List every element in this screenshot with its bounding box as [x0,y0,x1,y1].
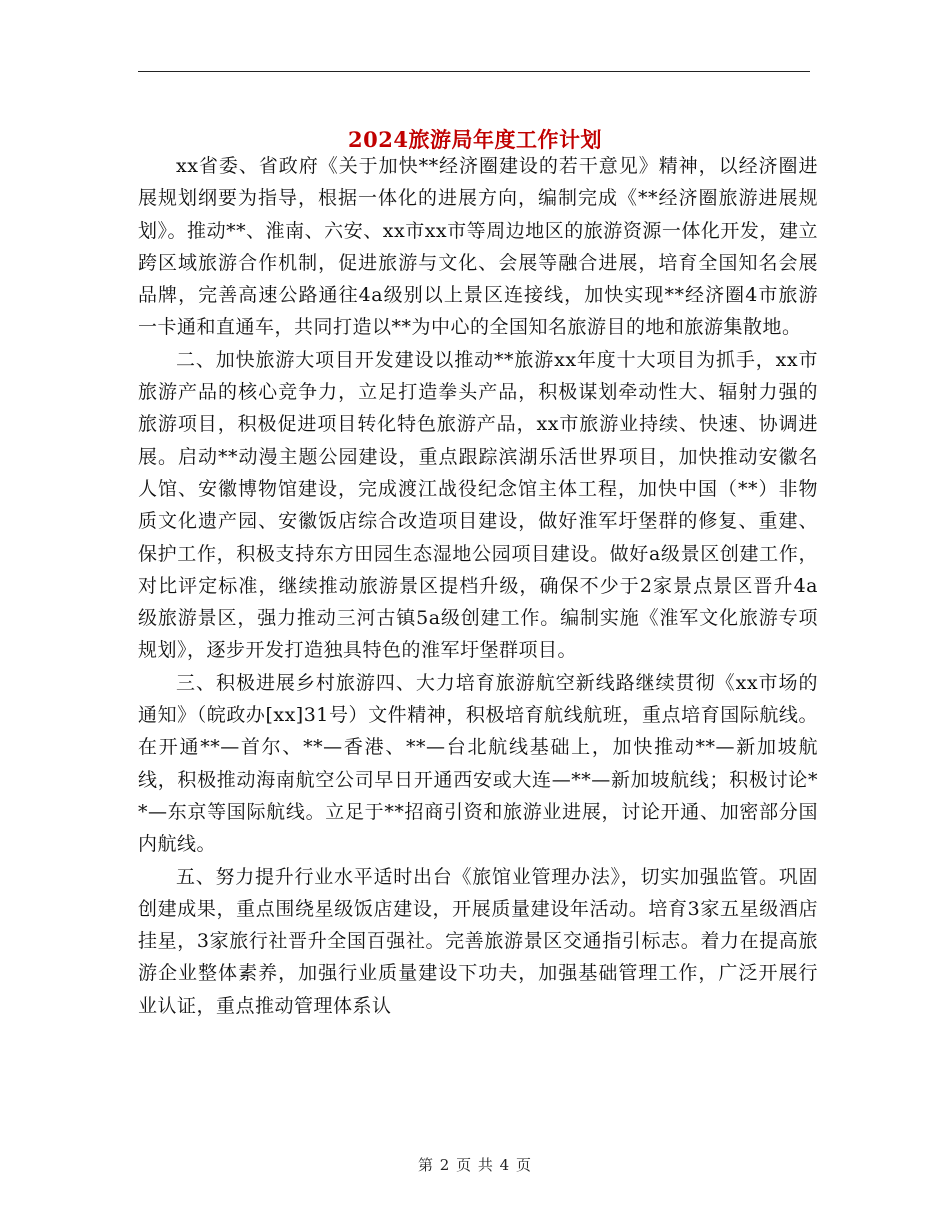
page-number: 第 2 页 共 4 页 [418,1156,532,1174]
paragraph-4: 五、努力提升行业水平适时出台《旅馆业管理办法》，切实加强监管。巩固创建成果，重点围绕星级饭店建设，开展质量建设年活动。培育3家五星级酒店挂星，3家旅行社晋升全国百强社。完善旅游景区交通指引标志。着力在提高旅游企业整体素养，加强行业质量建设下功夫，加强基础管理工作，广泛开展行业认证，重点推动管理体系认 [138,865,818,1017]
header-rule [138,71,810,72]
paragraph-1: xx省委、省政府《关于加快**经济圈建设的若干意见》精神，以经济圈进展规划纲要为指导，根据一体化的进展方向，编制完成《**经济圈旅游进展规划》。推动**、淮南、六安、xx市xx市等周边地区的旅游资源一体化开发，建立跨区域旅游合作机制，促进旅游与文化、会展等融合进展，培育全国知名会展品牌，完善高速公路通往4a级别以上景区连接线，加快实现**经济圈4市旅游一卡通和直通车，共同打造以**为中心的全国知名旅游目的地和旅游集散地。 [138,155,818,339]
paragraph-3: 三、积极进展乡村旅游四、大力培育旅游航空新线路继续贯彻《xx市场的通知》（皖政办[xx]31号）文件精神，积极培育航线航班，重点培育国际航线。在开通**—首尔、**—香港、**—台北航线基础上，加快推动**—新加坡航线，积极推动海南航空公司早日开通西安或大连—**—新加坡航线；积极讨论**—东京等国际航线。立足于**招商引资和旅游业进展，讨论开通、加密部分国内航线。 [138,671,818,856]
paragraph-2: 二、加快旅游大项目开发建设以推动**旅游xx年度十大项目为抓手，xx市旅游产品的核心竞争力，立足打造拳头产品，积极谋划牵动性大、辐射力强的旅游项目，积极促进项目转化特色旅游产品，xx市旅游业持续、快速、协调进展。启动**动漫主题公园建设，重点跟踪滨湖乐活世界项目，加快推动安徽名人馆、安徽博物馆建设，完成渡江战役纪念馆主体工程，加快中国（**）非物质文化遗产园、安徽饭店综合改造项目建设，做好淮军圩堡群的修复、重建、保护工作，积极支持东方田园生态湿地公园项目建设。做好a级景区创建工作，对比评定标准，继续推动旅游景区提档升级，确保不少于2家景点景区晋升4a级旅游景区，强力推动三河古镇5a级创建工作。编制实施《淮军文化旅游专项规划》，逐步开发打造独具特色的淮军圩堡群项目。 [138,348,818,662]
document-body [138,150,818,1022]
document-title: 2024旅游局年度工作计划 [348,127,602,153]
